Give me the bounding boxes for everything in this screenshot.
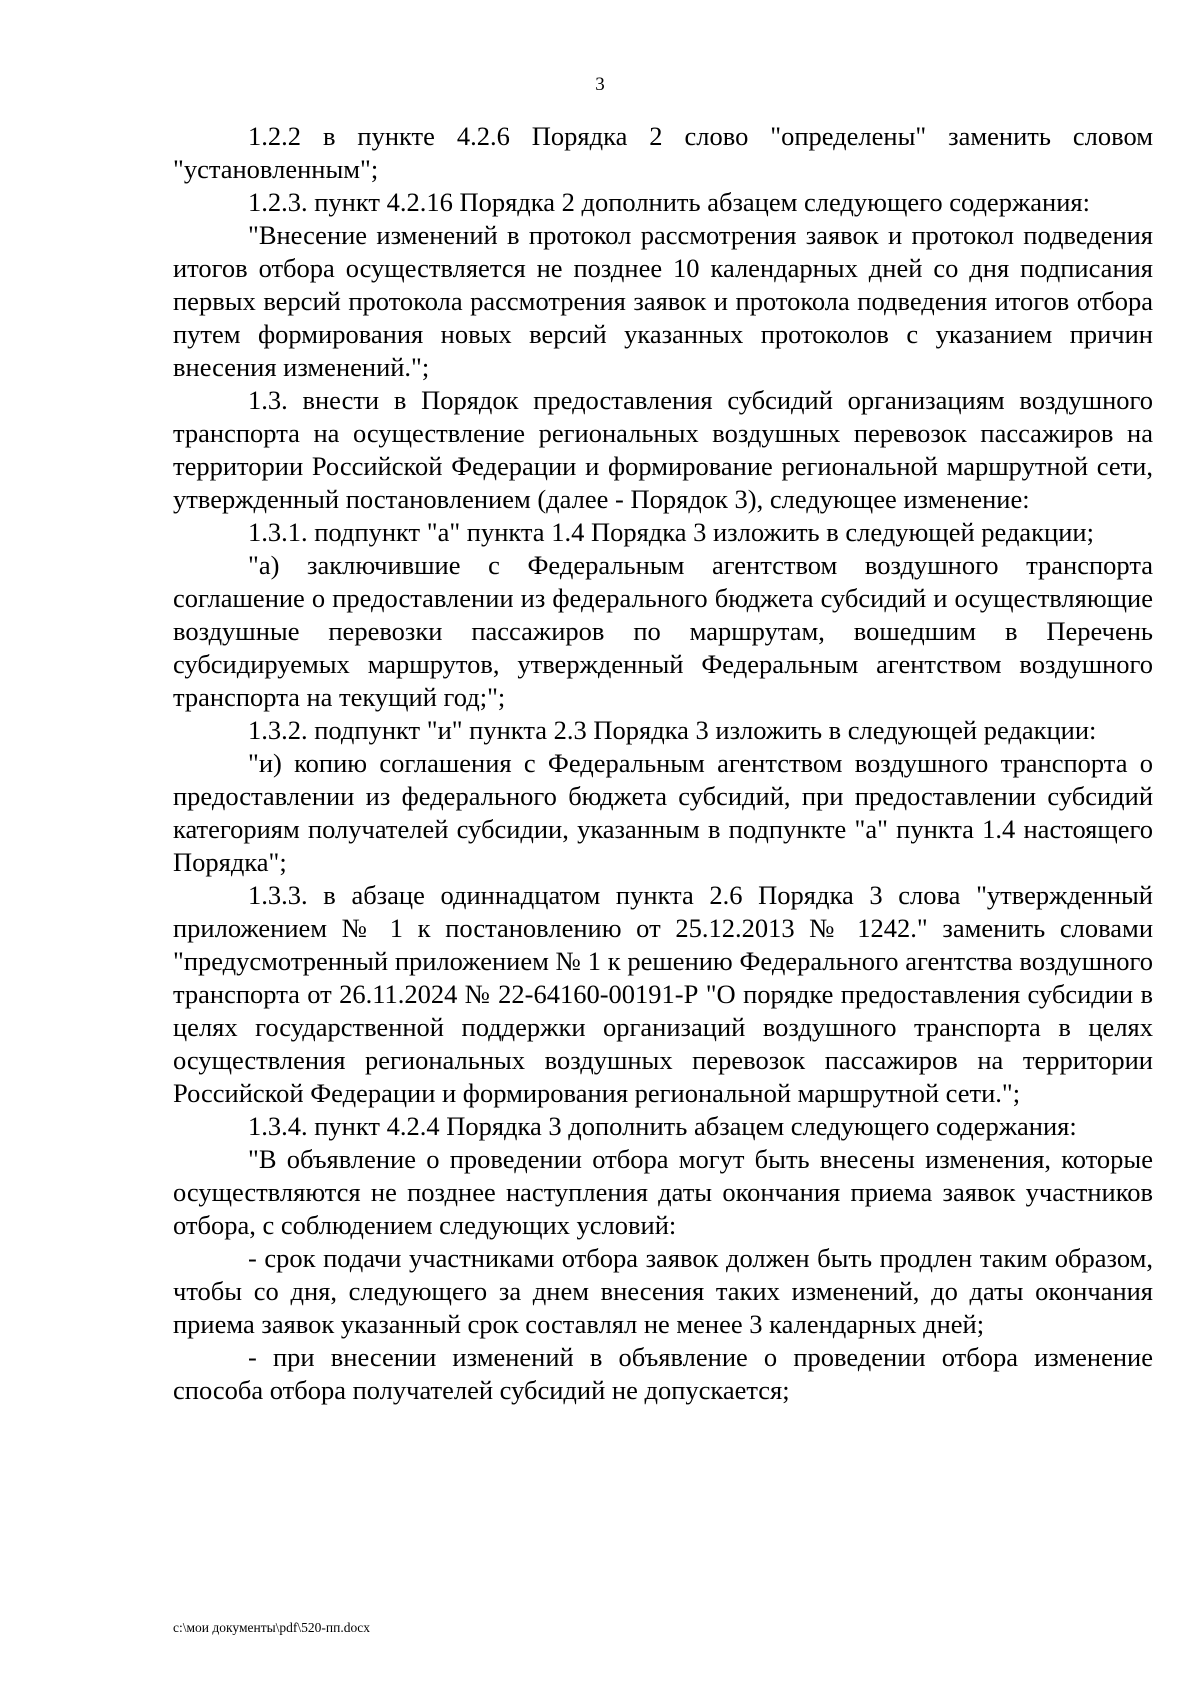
paragraph: 1.3.3. в абзаце одиннадцатом пункта 2.6 Порядка 3 слова "утвержденный приложением № 1 к постановлению от 25.12.2013 № 1242." заменить словами "предусмотренный приложением № 1 к решению Федерального агентства воздушного транспорта от 26.11.2024 № 22-64160-00191-Р "О порядке предоставления субсидии в целях государственной поддержки организаций воздушного транспорта в целях осуществления региональных воздушных перевозок пассажиров на территории Российской Федерации и формирования региональной маршрутной сети."; — [173, 880, 1153, 1108]
paragraph: 1.2.2 в пункте 4.2.6 Порядка 2 слово "определены" заменить словом "установленным"; — [173, 121, 1153, 184]
paragraph: "В объявление о проведении отбора могут быть внесены изменения, которые осуществляются не позднее наступления даты окончания приема заявок участников отбора, с соблюдением следующих условий: — [173, 1144, 1153, 1240]
paragraph: - срок подачи участниками отбора заявок должен быть продлен таким образом, чтобы со дня, следующего за днем внесения таких изменений, до даты окончания приема заявок указанный срок составлял не менее 3 календарных дней; — [173, 1243, 1153, 1339]
paragraph: 1.2.3. пункт 4.2.16 Порядка 2 дополнить абзацем следующего содержания: — [248, 187, 1090, 217]
paragraph: "а) заключившие с Федеральным агентством воздушного транспорта соглашение о предоставлении из федерального бюджета субсидий и осуществляющие воздушные перевозки пассажиров по маршрутам, вошедшим в Перечень субсидируемых маршрутов, утвержденный Федеральным агентством воздушного транспорта на текущий год;"; — [173, 550, 1153, 712]
paragraph: "Внесение изменений в протокол рассмотрения заявок и протокол подведения итогов отбора осуществляется не позднее 10 календарных дней со дня подписания первых версий протокола рассмотрения заявок и протокола подведения итогов отбора путем формирования новых версий указанных протоколов с указанием причин внесения изменений."; — [173, 220, 1153, 382]
document-body — [173, 120, 1153, 1407]
paragraph: 1.3.2. подпункт "и" пункта 2.3 Порядка 3 изложить в следующей редакции: — [248, 715, 1097, 745]
paragraph: 1.3.1. подпункт "а" пункта 1.4 Порядка 3 изложить в следующей редакции; — [248, 517, 1094, 547]
paragraph: - при внесении изменений в объявление о проведении отбора изменение способа отбора получателей субсидий не допускается; — [173, 1342, 1153, 1405]
page-number: 3 — [595, 74, 605, 95]
paragraph: "и) копию соглашения с Федеральным агентством воздушного транспорта о предоставлении из федерального бюджета субсидий, при предоставлении субсидий категориям получателей субсидии, указанным в подпункте "а" пункта 1.4 настоящего Порядка"; — [173, 748, 1153, 877]
paragraph: 1.3.4. пункт 4.2.4 Порядка 3 дополнить абзацем следующего содержания: — [248, 1111, 1077, 1141]
footer-file-path: c:\мои документы\pdf\520-пп.docx — [173, 1620, 370, 1635]
paragraph: 1.3. внести в Порядок предоставления субсидий организациям воздушного транспорта на осуществление региональных воздушных перевозок пассажиров на территории Российской Федерации и формирование региональной маршрутной сети, утвержденный постановлением (далее - Порядок 3), следующее изменение: — [173, 385, 1153, 514]
